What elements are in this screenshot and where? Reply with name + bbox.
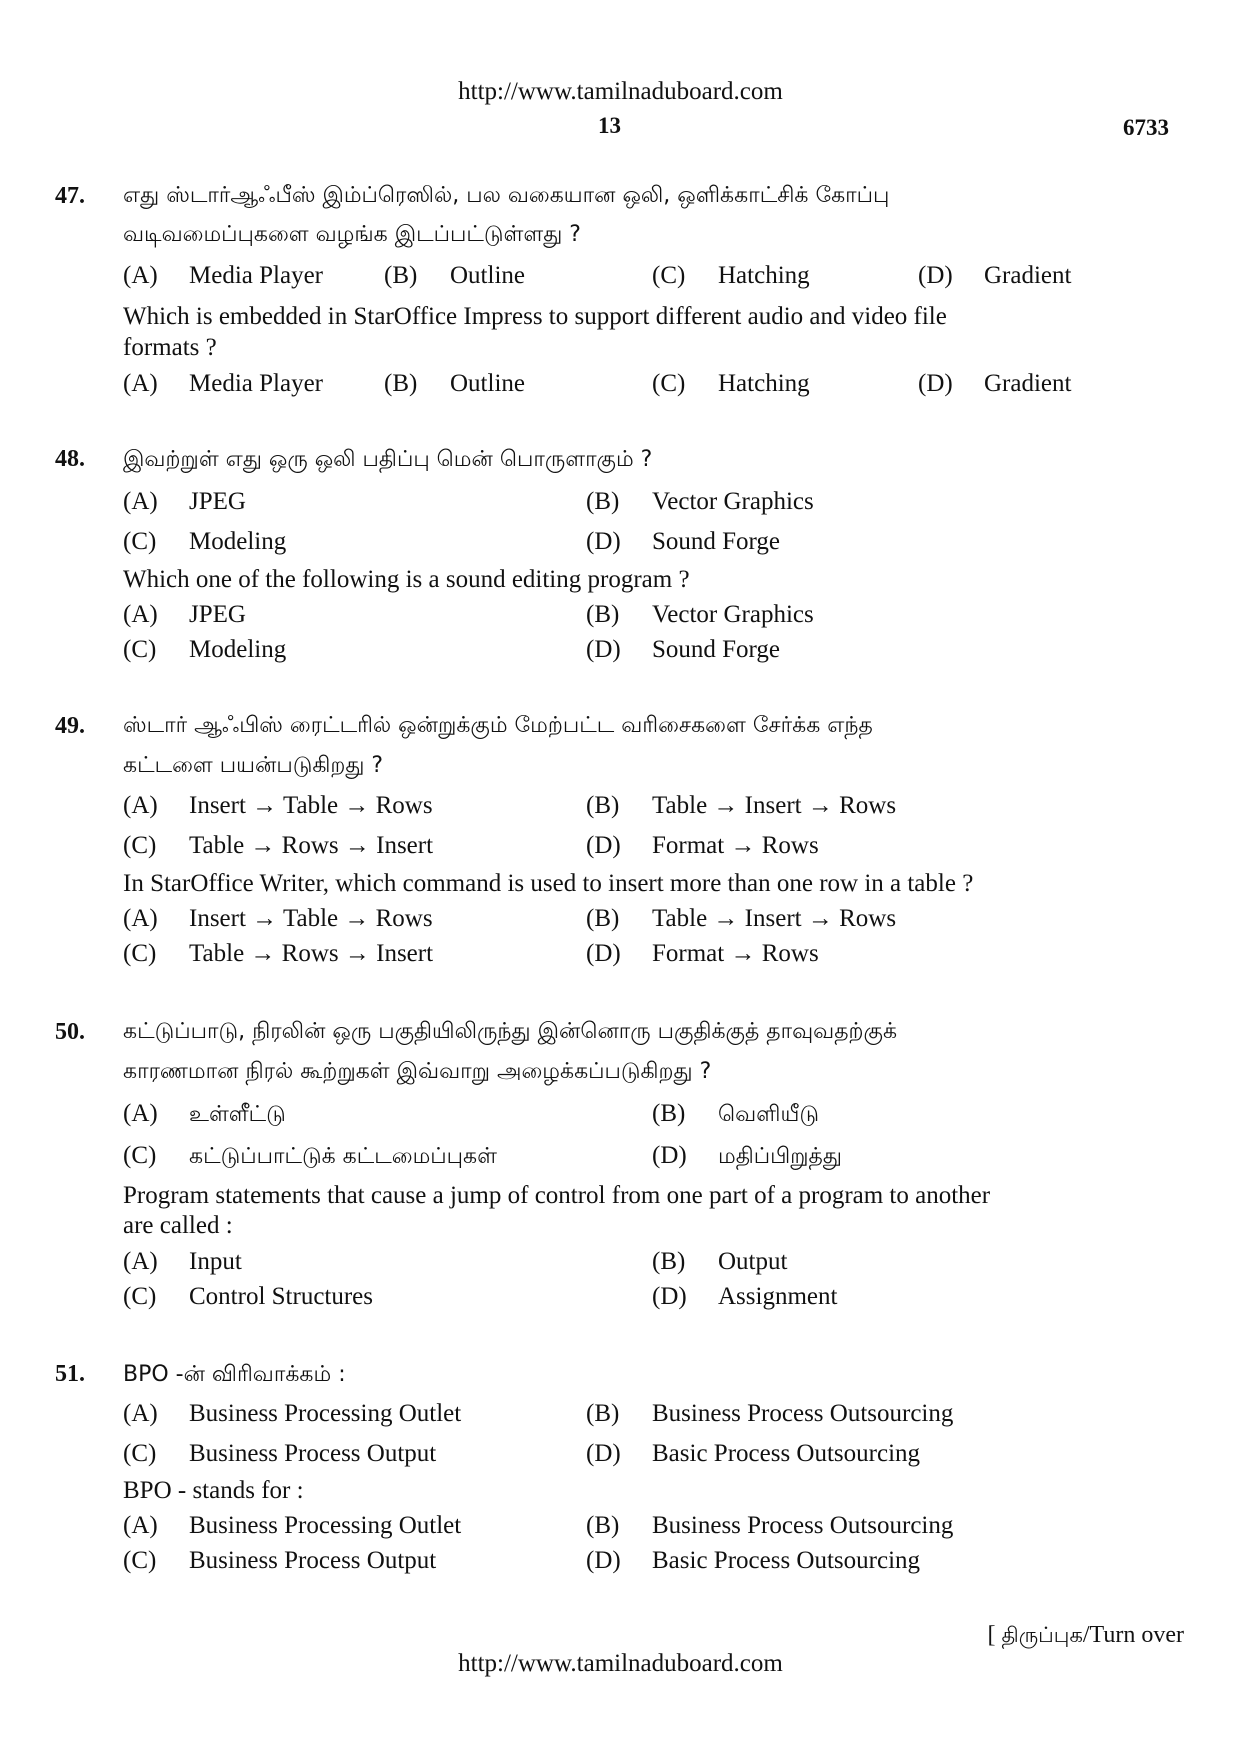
option-d: (D) Sound Forge [586,636,781,663]
question-text-tamil: BPO -ன் விரிவாக்கம் : [123,1362,346,1387]
option-d: (D) Format → Rows [586,940,819,967]
option-b: (B) Business Process Outsourcing [586,1400,954,1427]
option-c: (C) கட்டுப்பாட்டுக் கட்டமைப்புகள் [123,1142,497,1169]
question-text-tamil: எது ஸ்டார்ஆஃபீஸ் இம்ப்ரெஸில், பல வகையான ஒலி, ஒளிக்காட்சிக் கோப்பு [123,183,890,208]
option-b: (B) Table → Insert → Rows [586,905,897,932]
question-number: 49. [55,713,85,739]
question-text-english: Which one of the following is a sound editing program ? [123,566,690,593]
option-a: (A) Insert → Table → Rows [123,905,433,932]
footer-url: http://www.tamilnaduboard.com [458,1650,783,1677]
option-b: (B) வெளியீடு [652,1100,819,1127]
question-number: 48. [55,446,85,472]
option-d: (D) மதிப்பிறுத்து [652,1142,842,1169]
question-number: 47. [55,183,85,209]
question-text-tamil: வடிவமைப்புகளை வழங்க இடப்பட்டுள்ளது ? [123,222,581,247]
question-text-english: In StarOffice Writer, which command is used to insert more than one row in a table ? [123,870,974,897]
turn-over-note: [ திருப்புக/Turn over [987,1622,1184,1648]
option-b: (B) Table → Insert → Rows [586,792,897,819]
question-text-tamil: காரணமான நிரல் கூற்றுகள் இவ்வாறு அழைக்கப்படுகிறது ? [123,1059,712,1084]
option-a: (A) Business Processing Outlet [123,1512,462,1539]
option-c: (C) Control Structures [123,1283,374,1310]
option-a: (A) Input [123,1248,242,1275]
option-d: (D) Assignment [652,1283,838,1310]
question-text-english: Which is embedded in StarOffice Impress to support different audio and video file [123,303,947,330]
option-b: (B) Outline [384,262,525,289]
option-d: (D) Basic Process Outsourcing [586,1547,921,1574]
question-number: 50. [55,1019,85,1045]
question-text-tamil: கட்டளை பயன்படுகிறது ? [123,753,384,778]
option-c: (C) Hatching [652,370,810,397]
option-c: (C) Business Process Output [123,1547,437,1574]
option-d: (D) Gradient [918,370,1072,397]
question-text-english: are called : [123,1212,233,1239]
header-url: http://www.tamilnaduboard.com [458,78,783,105]
question-text-english: Program statements that cause a jump of control from one part of a program to another [123,1182,991,1209]
question-text-tamil: ஸ்டார் ஆஃபிஸ் ரைட்டரில் ஒன்றுக்கும் மேற்பட்ட வரிசைகளை சேர்க்க எந்த [123,713,873,738]
paper-code: 6733 [1123,115,1169,140]
option-d: (D) Basic Process Outsourcing [586,1440,921,1467]
option-a: (A) Media Player [123,262,323,289]
option-b: (B) Outline [384,370,525,397]
question-text-english: formats ? [123,334,217,361]
option-b: (B) Business Process Outsourcing [586,1512,954,1539]
option-c: (C) Modeling [123,528,287,555]
option-c: (C) Table → Rows → Insert [123,832,434,859]
page-number: 13 [598,113,621,138]
option-a: (A) உள்ளீட்டு [123,1100,286,1127]
option-d: (D) Format → Rows [586,832,819,859]
question-text-english: BPO - stands for : [123,1477,304,1504]
option-a: (A) JPEG [123,601,246,628]
option-b: (B) Vector Graphics [586,601,814,628]
option-d: (D) Gradient [918,262,1072,289]
option-a: (A) Insert → Table → Rows [123,792,433,819]
option-b: (B) Output [652,1248,788,1275]
question-number: 51. [55,1361,85,1387]
question-text-tamil: கட்டுப்பாடு, நிரலின் ஒரு பகுதியிலிருந்து இன்னொரு பகுதிக்குத் தாவுவதற்குக் [123,1019,898,1044]
option-a: (A) JPEG [123,488,246,515]
option-c: (C) Hatching [652,262,810,289]
option-d: (D) Sound Forge [586,528,781,555]
option-c: (C) Table → Rows → Insert [123,940,434,967]
option-c: (C) Business Process Output [123,1440,437,1467]
question-text-tamil: இவற்றுள் எது ஒரு ஒலி பதிப்பு மென் பொருளாகும் ? [123,447,653,472]
option-b: (B) Vector Graphics [586,488,814,515]
option-c: (C) Modeling [123,636,287,663]
option-a: (A) Business Processing Outlet [123,1400,462,1427]
option-a: (A) Media Player [123,370,323,397]
